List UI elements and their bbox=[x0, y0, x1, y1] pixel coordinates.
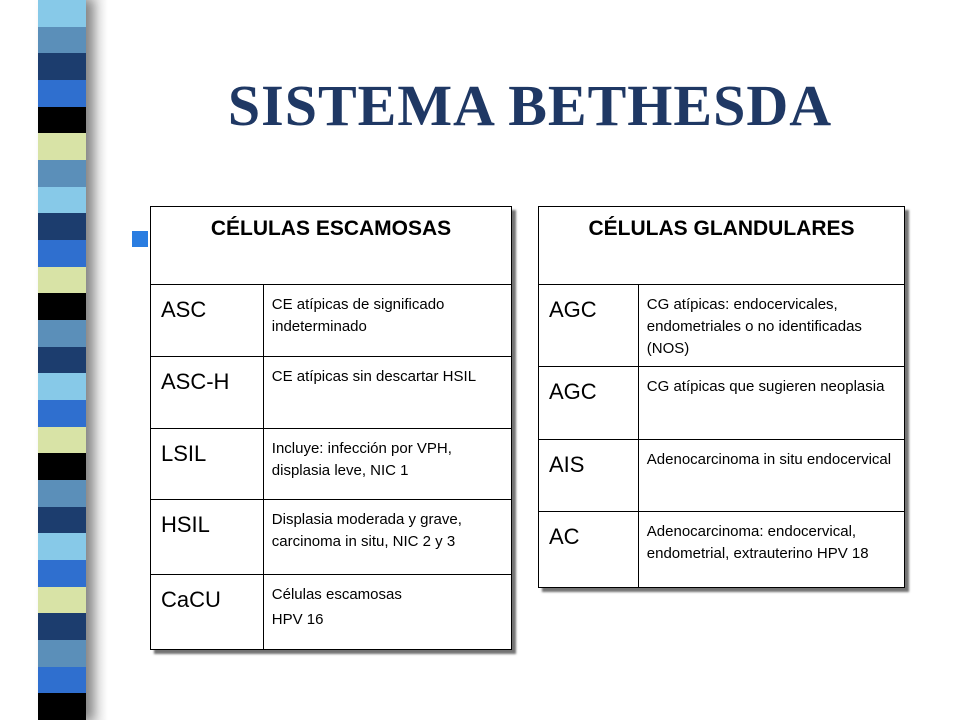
stripe-segment bbox=[38, 0, 86, 27]
row-description: CG atípicas que sugieren neoplasia bbox=[638, 367, 904, 440]
squamous-header: CÉLULAS ESCAMOSAS bbox=[151, 207, 512, 285]
row-description: CE atípicas de significado indeterminado bbox=[263, 285, 511, 357]
table-row bbox=[539, 367, 905, 440]
row-code: AIS bbox=[539, 440, 639, 512]
bullet-square-icon bbox=[132, 231, 148, 247]
stripe-segment bbox=[38, 533, 86, 560]
table-row bbox=[151, 500, 512, 575]
row-code: AC bbox=[539, 512, 639, 588]
table-row bbox=[151, 357, 512, 429]
table-row bbox=[539, 512, 905, 588]
stripe-segment bbox=[38, 560, 86, 587]
table-header-row bbox=[539, 207, 905, 285]
row-description: Incluye: infección por VPH, displasia leve, NIC 1 bbox=[263, 429, 511, 500]
table-row bbox=[151, 285, 512, 357]
decorative-stripe-bar bbox=[38, 0, 86, 720]
row-code: AGC bbox=[539, 285, 639, 367]
glandular-table bbox=[538, 206, 905, 588]
glandular-header: CÉLULAS GLANDULARES bbox=[539, 207, 905, 285]
stripe-segment bbox=[38, 213, 86, 240]
stripe-segment bbox=[38, 267, 86, 294]
row-description-extra: HPV 16 bbox=[271, 611, 324, 628]
slide-title: SISTEMA BETHESDA bbox=[227, 73, 833, 138]
stripe-segment bbox=[38, 347, 86, 374]
row-description bbox=[263, 575, 511, 650]
stripe-segment bbox=[38, 507, 86, 534]
table-row bbox=[539, 440, 905, 512]
row-description: CE atípicas sin descartar HSIL bbox=[263, 357, 511, 429]
stripe-segment bbox=[38, 80, 86, 107]
stripe-segment bbox=[38, 400, 86, 427]
row-code: ASC-H bbox=[151, 357, 264, 429]
stripe-segment bbox=[38, 240, 86, 267]
row-code: AGC bbox=[539, 367, 639, 440]
stripe-shadow bbox=[86, 0, 108, 720]
stripe-segment bbox=[38, 27, 86, 54]
stripe-segment bbox=[38, 293, 86, 320]
stripe-segment bbox=[38, 613, 86, 640]
table-row bbox=[539, 285, 905, 367]
row-code: ASC bbox=[151, 285, 264, 357]
row-code: CaCU bbox=[151, 575, 264, 650]
stripe-segment bbox=[38, 373, 86, 400]
stripe-segment bbox=[38, 427, 86, 454]
stripe-segment bbox=[38, 107, 86, 134]
stripe-segment bbox=[38, 693, 86, 720]
table-row bbox=[151, 575, 512, 650]
row-description-line: Células escamosas bbox=[271, 586, 402, 603]
table-row bbox=[151, 429, 512, 500]
row-description: CG atípicas: endocervicales, endometriales o no identificadas (NOS) bbox=[638, 285, 904, 367]
stripe-segment bbox=[38, 320, 86, 347]
stripe-segment bbox=[38, 187, 86, 214]
row-description: Adenocarcinoma in situ endocervical bbox=[638, 440, 904, 512]
stripe-segment bbox=[38, 53, 86, 80]
stripe-segment bbox=[38, 453, 86, 480]
row-code: LSIL bbox=[151, 429, 264, 500]
stripe-segment bbox=[38, 667, 86, 694]
stripe-segment bbox=[38, 480, 86, 507]
stripe-segment bbox=[38, 640, 86, 667]
row-description: Adenocarcinoma: endocervical, endometrial, extrauterino HPV 18 bbox=[638, 512, 904, 588]
stripe-segment bbox=[38, 587, 86, 614]
row-description: Displasia moderada y grave, carcinoma in situ, NIC 2 y 3 bbox=[263, 500, 511, 575]
row-code: HSIL bbox=[151, 500, 264, 575]
table-header-row bbox=[151, 207, 512, 285]
squamous-table bbox=[150, 206, 512, 650]
stripe-segment bbox=[38, 160, 86, 187]
stripe-segment bbox=[38, 133, 86, 160]
